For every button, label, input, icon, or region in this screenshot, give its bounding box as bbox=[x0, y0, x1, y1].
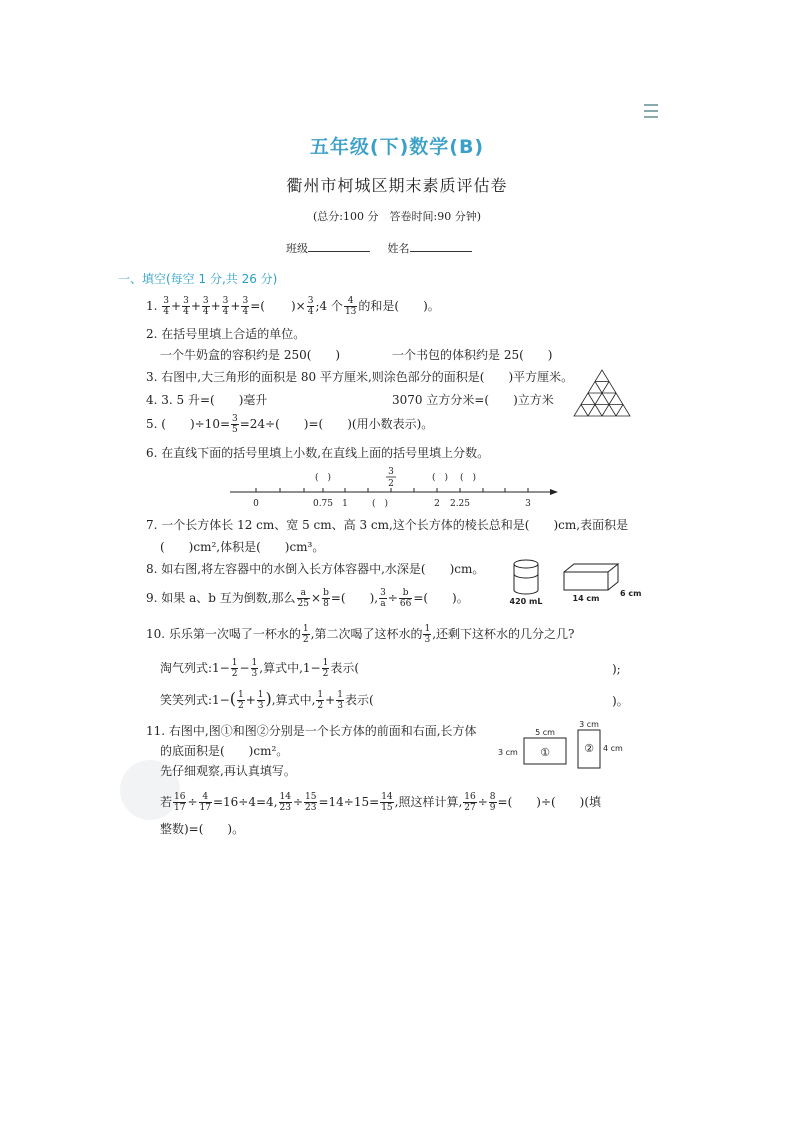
box-width-label: 14 cm bbox=[572, 594, 600, 603]
exam-meta: (总分:100 分 答卷时间:90 分钟) bbox=[313, 210, 481, 223]
frac-den: 2 bbox=[388, 479, 394, 489]
rect1-height-label: 3 cm bbox=[498, 748, 518, 757]
container-figure bbox=[508, 556, 642, 608]
number-line bbox=[228, 464, 560, 512]
rect1-width-label: 5 cm bbox=[535, 728, 555, 737]
question-2a: 一个牛奶盒的容积约是 250( ) bbox=[160, 348, 341, 362]
question-9: 9. 如果 a、b 互为倒数,那么 $\frac{a}{25}$ × $\frac{b}{8}$ =( ), $\frac{3}{a}$ ÷ $\frac{b}{66}$ =( )。 bbox=[146, 588, 469, 609]
page-title: 五年级(下)数学(B) bbox=[309, 136, 485, 158]
question-12: 若 $\frac{16}{17}$ ÷ $\frac{4}{17}$ =16÷4=4, $\frac{14}{23}$ ÷ $\frac{15}{23}$ =14÷15= $\frac{14}{15}$ ,照这样计算, $\frac{16}{27}$ ÷ $\frac{8}{9}$ =( )÷( )(填 bbox=[160, 792, 602, 813]
rect2-marker: ② bbox=[584, 742, 594, 755]
rect2-height-label: 4 cm bbox=[603, 744, 623, 753]
rect1-marker: ① bbox=[540, 746, 550, 759]
above-blank-2: ( ) bbox=[431, 473, 449, 483]
question-12-intro: 先仔细观察,再认真填写。 bbox=[160, 764, 296, 778]
name-blank[interactable] bbox=[410, 241, 472, 252]
above-blank-3: ( ) bbox=[459, 473, 477, 483]
question-7-line1: 7. 一个长方体长 12 cm、宽 5 cm、高 3 cm,这个长方体的棱长总和是( )cm,表面积是 bbox=[146, 518, 629, 532]
question-1: 1. $\frac{3}{4}$ + $\frac{3}{4}$ + $\frac{3}{4}$ + $\frac{3}{4}$ + $\frac{3}{4}$ =( )× $\frac{3}{4}$ ;4 个 $\frac{4}{13}$ 的和是( )。 bbox=[146, 296, 440, 317]
side-menu-icon bbox=[644, 100, 658, 122]
section-1-title: 一、填空(每空 1 分,共 26 分) bbox=[118, 272, 278, 286]
rectangle-figures bbox=[496, 718, 632, 770]
question-5: 5. ( )÷10= $\frac{3}{5}$ =24÷( )=( )(用小数表示)。 bbox=[146, 414, 434, 435]
triangle-figure bbox=[572, 368, 632, 418]
question-2: 2. 在括号里填上合适的单位。 bbox=[146, 327, 306, 341]
question-11-line2: 的底面积是( )cm²。 bbox=[160, 744, 289, 758]
tick-0: 0 bbox=[253, 499, 259, 509]
frac-num: 3 bbox=[388, 467, 394, 477]
tick-2-25: 2.25 bbox=[449, 499, 471, 509]
class-blank[interactable] bbox=[308, 241, 370, 252]
above-blank-1: ( ) bbox=[314, 473, 332, 483]
box-height-label: 6 cm bbox=[620, 589, 642, 598]
tick-blank: ( ) bbox=[371, 499, 389, 509]
name-label: 姓名 bbox=[387, 242, 410, 255]
cylinder-label: 420 mL bbox=[509, 597, 543, 606]
question-4b: 3070 立方分米=( )立方米 bbox=[392, 393, 554, 407]
question-4a: 4. 3. 5 升=( )毫升 bbox=[146, 393, 268, 407]
student-fields bbox=[286, 240, 486, 256]
fraction: $\frac{3}{4}$ bbox=[163, 296, 170, 317]
page-subtitle: 衢州市柯城区期末素质评估卷 bbox=[286, 176, 508, 195]
tick-1: 1 bbox=[342, 499, 348, 509]
question-6: 6. 在直线下面的括号里填上小数,在直线上面的括号里填上分数。 bbox=[146, 446, 490, 460]
question-10-row2-end: )。 bbox=[612, 694, 629, 708]
question-2b: 一个书包的体积约是 25( ) bbox=[392, 348, 553, 362]
question-11-line1: 11. 右图中,图①和图②分别是一个长方体的前面和右面,长方体 bbox=[146, 724, 477, 738]
tick-0-75: 0.75 bbox=[312, 499, 334, 509]
question-8: 8. 如右图,将左容器中的水倒入长方体容器中,水深是( )cm。 bbox=[146, 562, 485, 576]
class-label: 班级 bbox=[286, 242, 308, 255]
rect2-width-label: 3 cm bbox=[579, 720, 599, 729]
question-10: 10. 乐乐第一次喝了一杯水的 $\frac{1}{2}$ ,第二次喝了这杯水的 $\frac{1}{3}$ ,还剩下这杯水的几分之几? bbox=[146, 624, 575, 645]
question-10-row2: 笑笑列式:1−( $\frac{1}{2}$ + $\frac{1}{3}$ ),算式中, $\frac{1}{2}$ + $\frac{1}{3}$ 表示( bbox=[160, 689, 374, 711]
question-3: 3. 右图中,大三角形的面积是 80 平方厘米,则涂色部分的面积是( )平方厘米。 bbox=[146, 370, 574, 384]
tick-2: 2 bbox=[434, 499, 440, 509]
question-7-line2: ( )cm²,体积是( )cm³。 bbox=[160, 540, 325, 554]
question-10-row1-end: ); bbox=[612, 662, 621, 676]
question-12-line2: 整数)=( )。 bbox=[160, 822, 245, 836]
question-10-row1: 淘气列式:1− $\frac{1}{2}$ − $\frac{1}{3}$ ,算式中,1− $\frac{1}{2}$ 表示( bbox=[160, 658, 360, 679]
tick-3: 3 bbox=[525, 499, 531, 509]
